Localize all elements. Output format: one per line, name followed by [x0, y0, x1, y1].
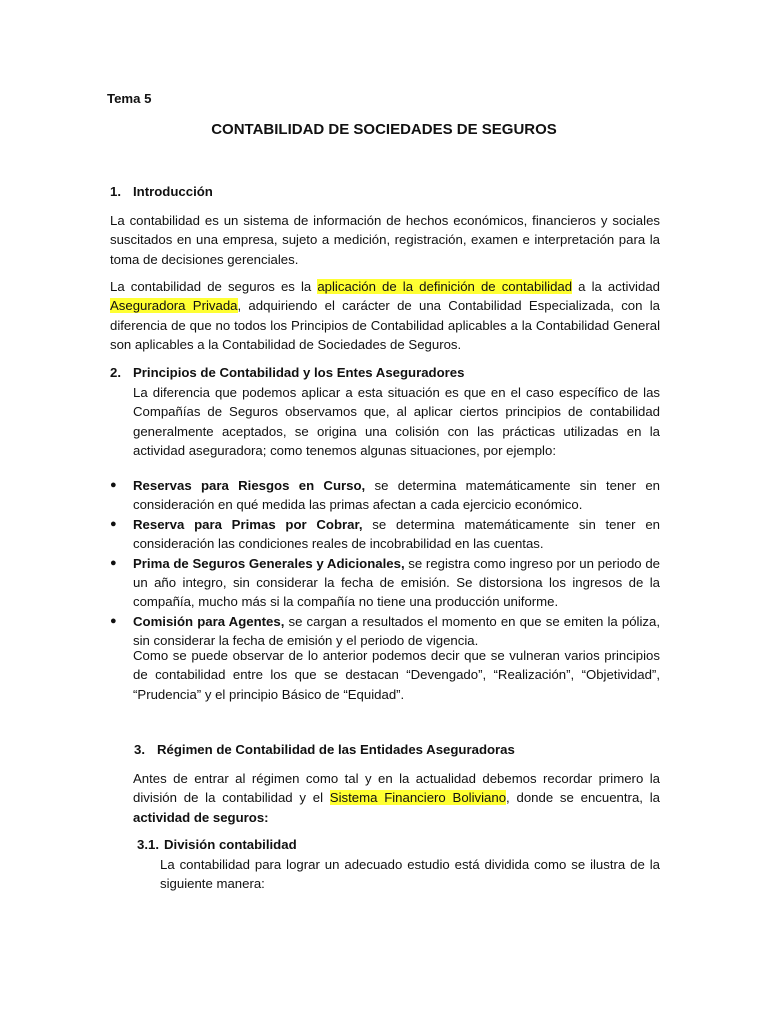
- section-1-paragraph-2: [110, 277, 660, 355]
- list-item: [0, 554, 768, 612]
- subsection-3-1-text: La contabilidad para lograr un adecuado estudio está dividida como se ilustra de la siguiente manera:: [160, 857, 660, 892]
- list-item: [0, 476, 768, 515]
- list-item-term: Reserva para Primas por Cobrar,: [133, 516, 363, 532]
- list-item: [0, 612, 768, 651]
- bullet-list: [0, 476, 768, 651]
- bullet-icon: ●: [110, 556, 117, 569]
- list-item-text: [133, 554, 660, 612]
- bullet-icon: ●: [110, 517, 117, 530]
- section-3-paragraph: [133, 769, 660, 827]
- page-title: CONTABILIDAD DE SOCIEDADES DE SEGUROS: [211, 121, 557, 138]
- highlighted-text: aplicación de la definición de contabilidad: [317, 279, 573, 294]
- section-2-number: 2.: [110, 365, 121, 380]
- section-1-number: 1.: [110, 184, 121, 199]
- section-2-heading: Principios de Contabilidad y los Entes Aseguradores: [133, 365, 465, 380]
- section-2-closing: Como se puede observar de lo anterior podemos decir que se vulneran varios principios de contabilidad entre los que se destacan “Devengado”, “Realización”, “Objetividad”, “Prudencia” y el principio Básico de “Equidad”.: [133, 648, 660, 702]
- subsection-3-1-heading: División contabilidad: [164, 837, 297, 852]
- section-1-heading: Introducción: [133, 184, 213, 199]
- topic-label: Tema 5: [107, 91, 152, 106]
- bullet-icon: ●: [110, 479, 117, 491]
- paragraph-text: , donde se encuentra, la: [506, 790, 660, 806]
- list-item-description: se cargan a resultados el momento en que se emiten la póliza, sin considerar la fecha de emisión y el periodo de vigencia.: [133, 613, 660, 649]
- list-item-description: se determina matemáticamente sin tener en consideración las condiciones reales de incobrabilidad en las cuentas.: [133, 516, 660, 552]
- bold-text: actividad de seguros:: [133, 809, 269, 825]
- list-item-text: [133, 476, 660, 515]
- section-1-paragraph-1: La contabilidad es un sistema de información de hechos económicos, financieros y sociales suscitados en una empresa, sujeto a medición, registración, examen e interpretación para la toma de decisiones gerenciales.: [110, 213, 660, 267]
- paragraph-text: , adquiriendo el carácter de una Contabilidad Especializada, con la diferencia de que no todos los Principios de Contabilidad aplicables a la Contabilidad General son aplicables a la Contabilidad de Sociedades de Seguros.: [110, 298, 660, 353]
- highlighted-text: Sistema Financiero Boliviano: [329, 790, 507, 806]
- list-item-description: se registra como ingreso por un periodo de un año integro, sin considerar la fecha de emisión. Se distorsiona los ingresos de la compañía, mucho más si la compañía no tiene una producción uniforme.: [133, 555, 660, 610]
- list-item-term: Prima de Seguros Generales y Adicionales,: [133, 555, 405, 571]
- list-item-term: Reservas para Riesgos en Curso,: [133, 478, 366, 493]
- list-item-text: [133, 612, 660, 651]
- list-item-text: [133, 515, 660, 554]
- list-item-description: se determina matemáticamente sin tener en consideración en qué medida las primas afectan a cada ejercicio económico.: [133, 478, 660, 513]
- bullet-icon: ●: [110, 614, 117, 627]
- list-item: [0, 515, 768, 554]
- paragraph-text: Antes de entrar al régimen como tal y en la actualidad debemos recordar primero la división de la contabilidad y el: [133, 771, 660, 806]
- subsection-3-1-number: 3.1.: [137, 837, 159, 852]
- section-3-number: 3.: [134, 742, 145, 757]
- section-2-intro: La diferencia que podemos aplicar a esta situación es que en el caso específico de las Compañías de Seguros observamos que, al aplicar ciertos principios de contabilidad generalmente aceptados, se origina una colisión con las prácticas utilizadas en la actividad aseguradora; como tenemos algunas situaciones, por ejemplo:: [133, 385, 660, 459]
- paragraph-text: La contabilidad de seguros es la: [110, 279, 318, 294]
- paragraph-text: a la actividad: [572, 279, 660, 294]
- list-item-term: Comisión para Agentes,: [133, 613, 285, 629]
- section-3-heading: Régimen de Contabilidad de las Entidades Aseguradoras: [157, 742, 515, 757]
- highlighted-text: Aseguradora Privada: [110, 298, 238, 314]
